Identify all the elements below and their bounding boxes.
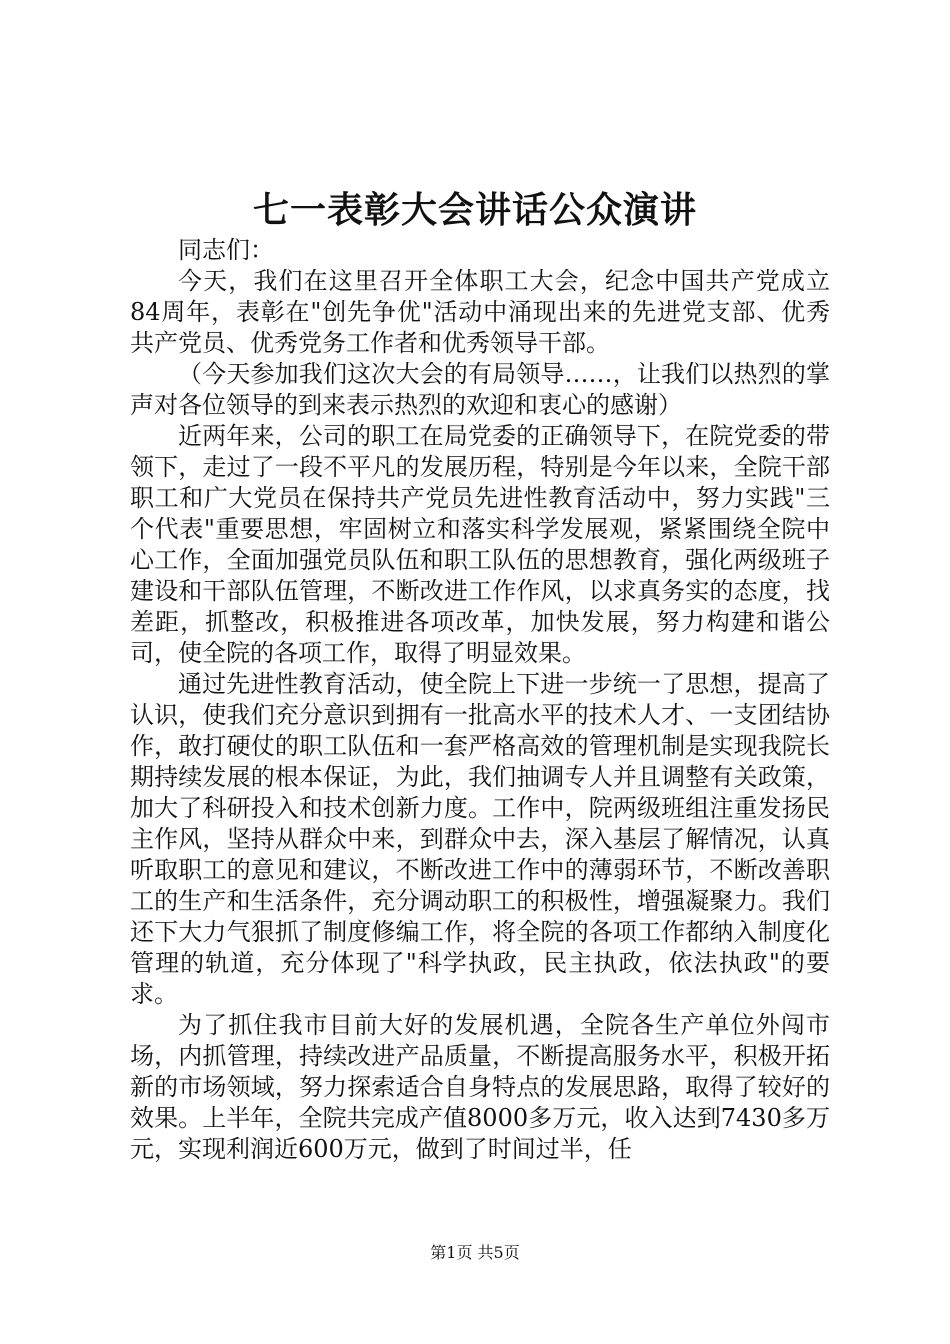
body-paragraph: 近两年来，公司的职工在局党委的正确领导下，在院党委的带领下，走过了一段不平凡的发展历程，特别是今年以来，全院干部职工和广大党员在保持共产党员先进性教育活动中，努力实践"三个代表"重要思想，牢固树立和落实科学发展观，紧紧围绕全院中心工作，全面加强党员队伍和职工队伍的思想教育，强化两级班子建设和干部队伍管理，不断改进工作作风，以求真务实的态度，找差距，抓整改，积极推进各项改革，加快发展，努力构建和谐公司，使全院的各项工作，取得了明显效果。 xyxy=(130,422,830,667)
document-body xyxy=(130,235,830,1165)
page-footer: 第1页 共5页 xyxy=(430,1243,520,1262)
body-paragraph: 为了抓住我市目前大好的发展机遇，全院各生产单位外闯市场，内抓管理，持续改进产品质量，不断提高服务水平，积极开拓新的市场领域，努力探索适合自身特点的发展思路，取得了较好的效果。上半年，全院共完成产值8000多万元，收入达到7430多万元，实现利润近600万元，做到了时间过半，任 xyxy=(130,1011,830,1163)
body-paragraph: 今天，我们在这里召开全体职工大会，纪念中国共产党成立84周年，表彰在"创先争优"活动中涌现出来的先进党支部、优秀共产党员、优秀党务工作者和优秀领导干部。 xyxy=(130,267,830,357)
salutation-paragraph: 同志们： xyxy=(178,236,274,264)
body-paragraph: 通过先进性教育活动，使全院上下进一步统一了思想，提高了认识，使我们充分意识到拥有一批高水平的技术人才、一支团结协作，敢打硬仗的职工队伍和一套严格高效的管理机制是实现我院长期持续发展的根本保证，为此，我们抽调专人并且调整有关政策，加大了科研投入和技术创新力度。工作中，院两级班组注重发扬民主作风，坚持从群众中来，到群众中去，深入基层了解情况，认真听取职工的意见和建议，不断改进工作中的薄弱环节，不断改善职工的生产和生活条件，充分调动职工的积极性，增强凝聚力。我们还下大力气狠抓了制度修编工作，将全院的各项工作都纳入制度化管理的轨道，充分体现了"科学执政，民主执政，依法执政"的要求。 xyxy=(130,670,830,1008)
parenthetical-paragraph: （今天参加我们这次大会的有局领导……，让我们以热烈的掌声对各位领导的到来表示热烈的欢迎和衷心的感谢） xyxy=(130,360,830,419)
document-title: 七一表彰大会讲话公众演讲 xyxy=(252,189,697,231)
